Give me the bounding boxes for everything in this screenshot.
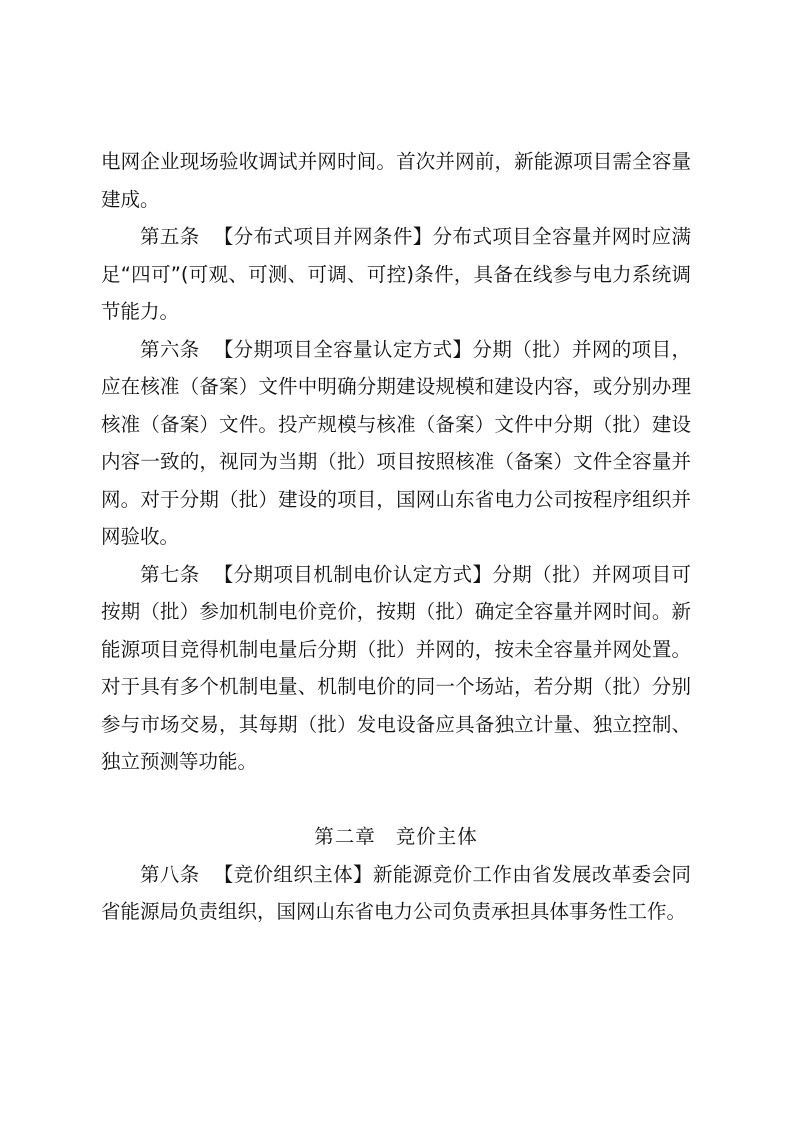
clause-text: 分期（批）并网的项目，应在核准（备案）文件中明确分期建设规模和建设内容，或分别办理核准（备案）文件。投产规模与核准（备案）文件中分期（批）建设内容一致的，视同为当期（批）项目按照核准（备案）文件全容量并网。对于分期（批）建设的项目，国网山东省电力公司按程序组织并网验收。 xyxy=(101,337,691,548)
clause-heading: 【分期项目机制电价认定方式】 xyxy=(213,562,493,586)
article-7 xyxy=(101,556,691,781)
document-body xyxy=(101,143,691,931)
clause-heading: 【分期项目全容量认定方式】 xyxy=(213,337,473,361)
chapter-title: 竞价主体 xyxy=(395,825,478,848)
chapter-heading xyxy=(101,818,691,856)
paragraph-text: 电网企业现场验收调试并网时间。首次并网前，新能源项目需全容量建成。 xyxy=(101,150,691,211)
clause-number: 第六条 xyxy=(140,337,200,361)
article-5 xyxy=(101,218,691,331)
paragraph-continuation xyxy=(101,143,691,218)
clause-text: 分期（批）并网项目可按期（批）参加机制电价竞价，按期（批）确定全容量并网时间。新能源项目竞得机制电量后分期（批）并网的，按未全容量并网处置。对于具有多个机制电量、机制电价的同一个场站，若分期（批）分别参与市场交易，其每期（批）发电设备应具备独立计量、独立控制、独立预测等功能。 xyxy=(101,562,691,773)
clause-number: 第八条 xyxy=(140,862,200,886)
article-6 xyxy=(101,331,691,556)
clause-heading: 【分布式项目并网条件】 xyxy=(213,225,433,248)
article-8 xyxy=(101,856,691,931)
clause-number: 第七条 xyxy=(140,562,200,586)
chapter-number: 第二章 xyxy=(314,825,376,848)
clause-number: 第五条 xyxy=(140,225,200,248)
clause-text: 分布式项目全容量并网时应满足“四可”(可观、可测、可调、可控)条件，具备在线参与电力系统调节能力。 xyxy=(101,225,691,323)
clause-heading: 【竞价组织主体】 xyxy=(213,862,373,886)
clause-text: 新能源竞价工作由省发展改革委会同省能源局负责组织，国网山东省电力公司负责承担具体事务性工作。 xyxy=(101,862,691,923)
